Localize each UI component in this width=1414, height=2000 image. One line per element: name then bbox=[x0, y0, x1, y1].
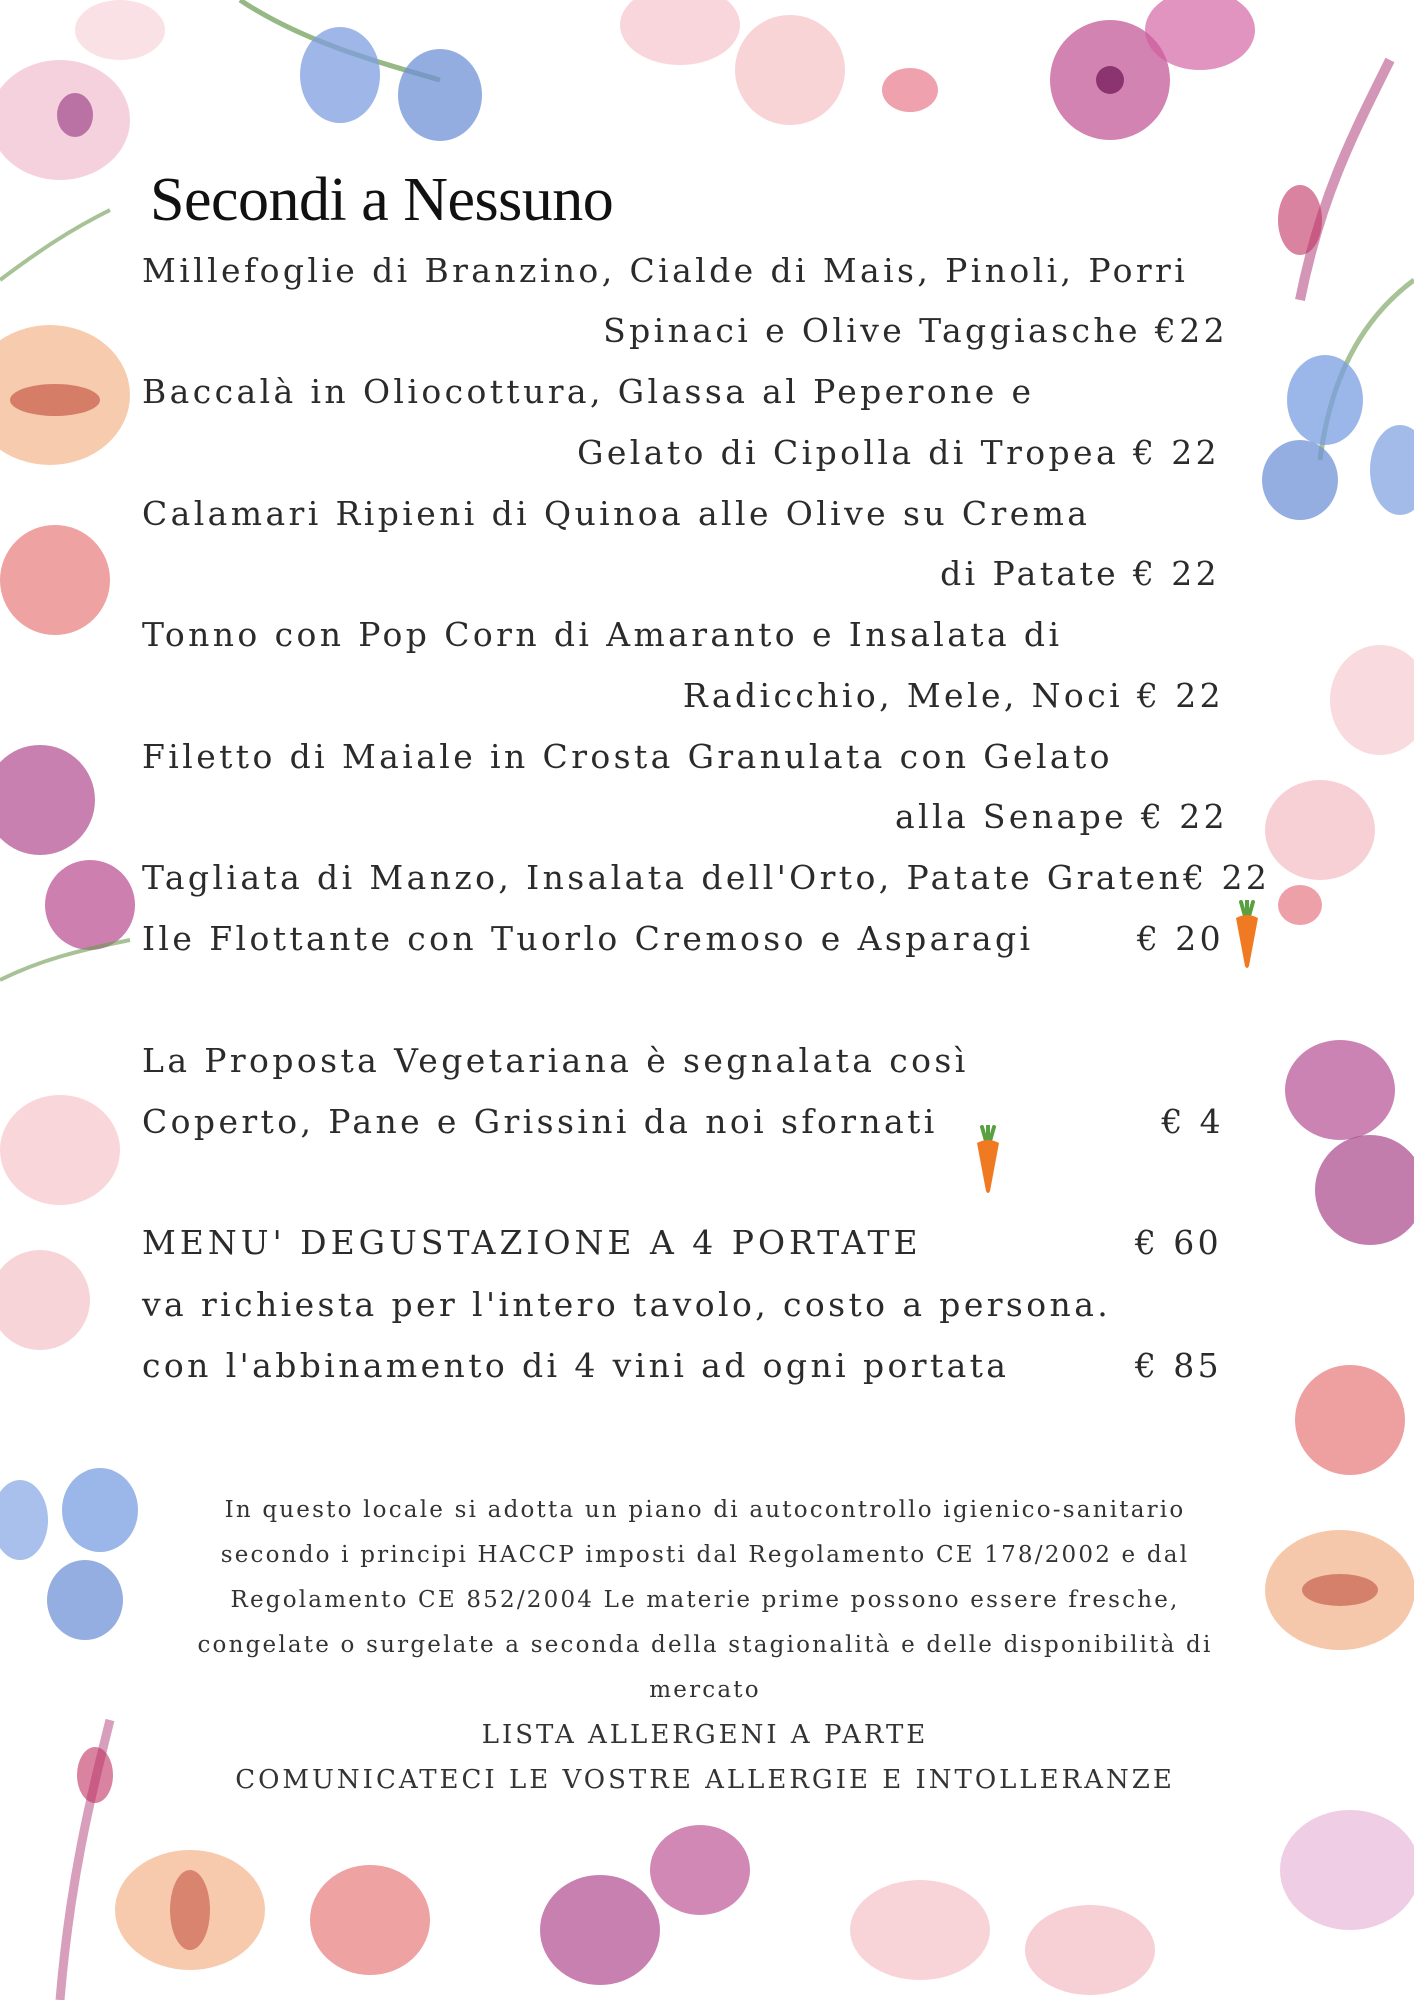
cover-price: € 4 bbox=[1161, 1102, 1224, 1141]
cover-label: Coperto, Pane e Grissini da noi sfornati bbox=[142, 1102, 938, 1141]
tasting-menu-price: € 60 bbox=[1134, 1223, 1222, 1262]
wine-pairing-price: € 85 bbox=[1134, 1346, 1222, 1385]
vegetarian-note: La Proposta Vegetariana è segnalata così bbox=[142, 1041, 969, 1080]
tasting-menu-title: MENU' DEGUSTAZIONE A 4 PORTATE bbox=[142, 1223, 922, 1262]
dish-1-line2: Spinaci e Olive Taggiasche €22 bbox=[603, 311, 1228, 350]
dish-2-line2: Gelato di Cipolla di Tropea € 22 bbox=[577, 433, 1220, 472]
wine-pairing-label: con l'abbinamento di 4 vini ad ogni portata bbox=[142, 1346, 1010, 1385]
dish-1-line1: Millefoglie di Branzino, Cialde di Mais, Pinoli, Porri bbox=[142, 251, 1189, 290]
haccp-notice-line-4: congelate o surgelate a seconda della stagionalità e delle disponibilità di bbox=[197, 1632, 1213, 1658]
dish-6-line1: Tagliata di Manzo, Insalata dell'Orto, Patate Graten€ 22 bbox=[142, 858, 1271, 897]
allergies-notice: COMUNICATECI LE VOSTRE ALLERGIE E INTOLLERANZE bbox=[235, 1765, 1175, 1795]
dish-3-line2: di Patate € 22 bbox=[940, 554, 1220, 593]
dish-2-line1: Baccalà in Oliocottura, Glassa al Peperone e bbox=[142, 372, 1035, 411]
dish-3-line1: Calamari Ripieni di Quinoa alle Olive su Crema bbox=[142, 494, 1091, 533]
haccp-notice-line-5: mercato bbox=[649, 1677, 761, 1703]
haccp-notice-line-3: Regolamento CE 852/2004 Le materie prime possono essere fresche, bbox=[230, 1587, 1180, 1613]
dish-5-line1: Filetto di Maiale in Crosta Granulata con Gelato bbox=[142, 737, 1113, 776]
dish-7-price: € 20 bbox=[1136, 919, 1224, 958]
dish-4-line2: Radicchio, Mele, Noci € 22 bbox=[682, 676, 1224, 715]
haccp-notice-line-2: secondo i principi HACCP imposti dal Regolamento CE 178/2002 e dal bbox=[220, 1542, 1190, 1568]
dish-5-line2: alla Senape € 22 bbox=[894, 797, 1228, 836]
dish-4-line1: Tonno con Pop Corn di Amaranto e Insalata di bbox=[142, 615, 1063, 654]
section-title: Secondi a Nessuno bbox=[150, 166, 614, 234]
allergens-list-notice: LISTA ALLERGENI A PARTE bbox=[481, 1720, 929, 1750]
tasting-menu-note: va richiesta per l'intero tavolo, costo a persona. bbox=[142, 1285, 1112, 1324]
carrot-icon bbox=[973, 1125, 1003, 1195]
dish-7-name: Ile Flottante con Tuorlo Cremoso e Asparagi bbox=[142, 919, 1034, 958]
haccp-notice-line-1: In questo locale si adotta un piano di autocontrollo igienico-sanitario bbox=[224, 1497, 1186, 1523]
carrot-icon bbox=[1232, 900, 1262, 970]
